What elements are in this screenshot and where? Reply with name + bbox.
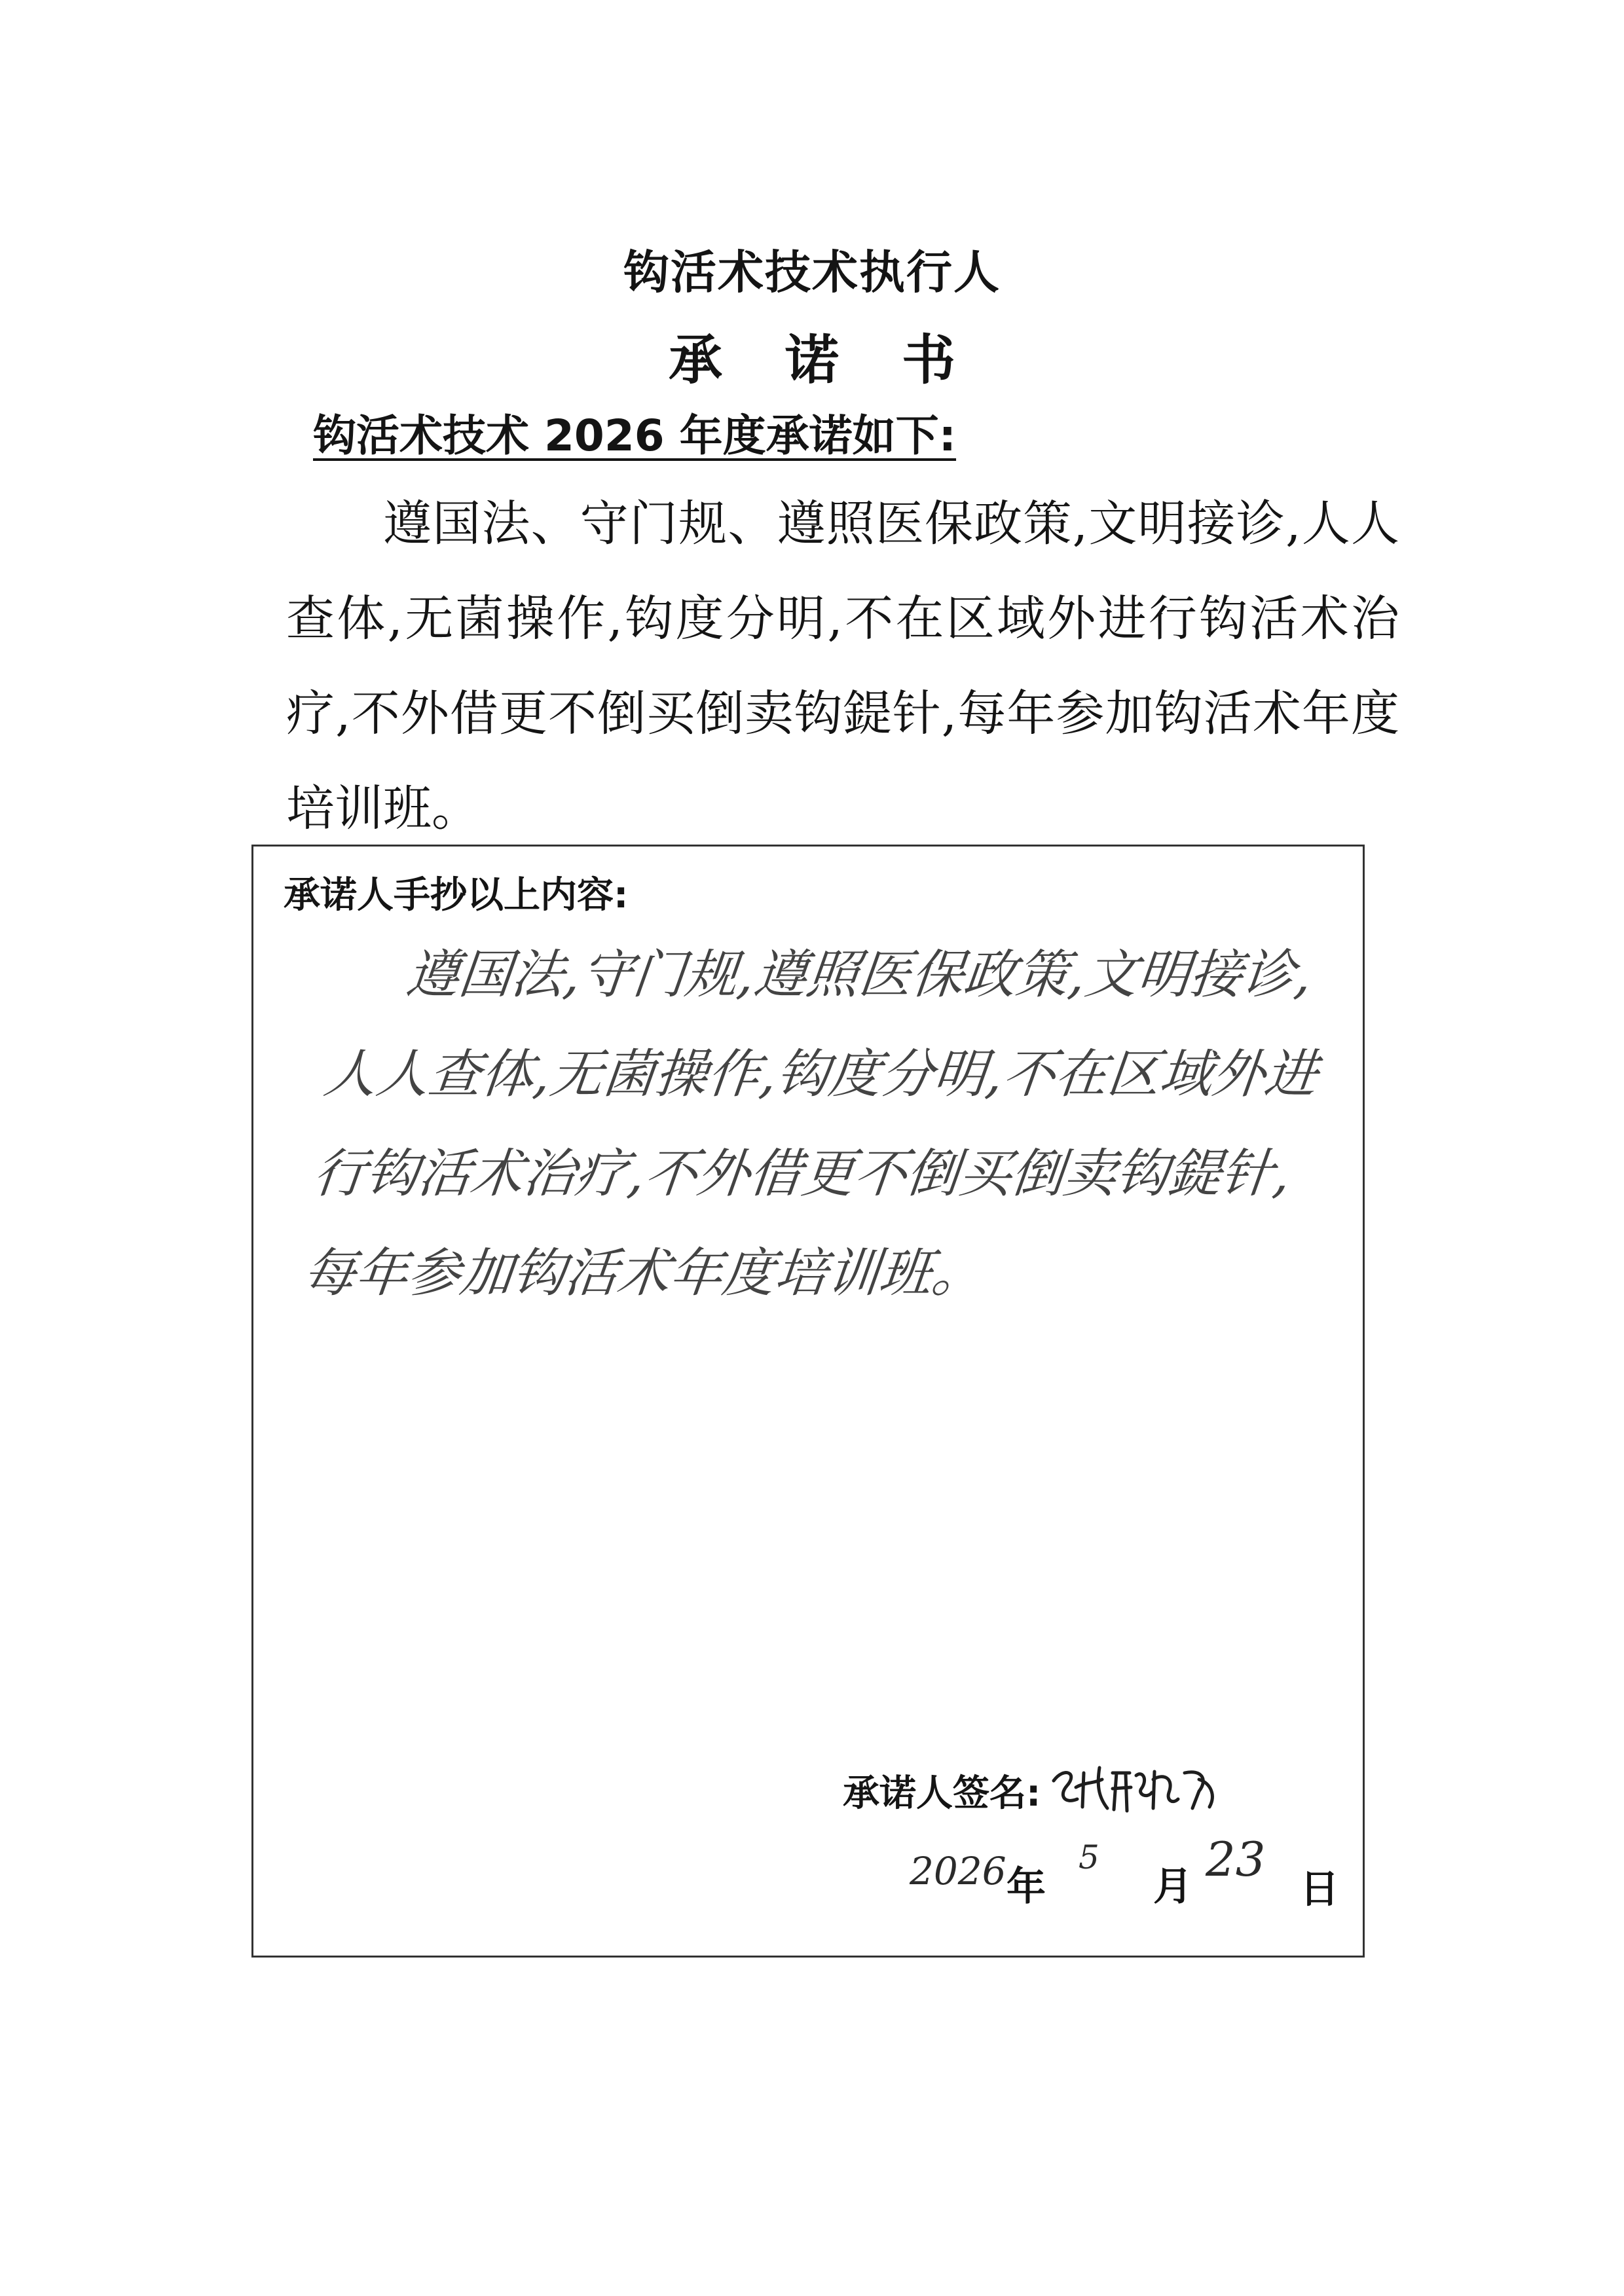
date-row bbox=[910, 1832, 1342, 1917]
date-day-value: 23 bbox=[1206, 1832, 1266, 1887]
handwritten-copy: 遵国法,守门规,遵照医保政策,文明接诊,人人查体,无菌操作,钩度分明,不在区域外进行钩活术治疗,不外借更不倒买倒卖钩鍉针,每年参加钩活术年度培训班。 bbox=[300, 944, 1321, 1303]
document-subtitle: 承诺书 bbox=[668, 329, 1018, 392]
handwriting-box bbox=[251, 845, 1365, 1958]
date-month-value: 5 bbox=[1079, 1838, 1099, 1876]
signature-label: 承诺人签名: bbox=[843, 1772, 1041, 1815]
signature-row bbox=[843, 1753, 1228, 1828]
date-day-label: 日 bbox=[1300, 1867, 1339, 1912]
pledge-body: 遵国法、守门规、遵照医保政策,文明接诊,人人查体,无菌操作,钩度分明,不在区域外进行钩活术治疗,不外借更不倒买倒卖钩鍉针,每年参加钩活术年度培训班。 bbox=[286, 496, 1399, 837]
handwriting-label: 承诺人手抄以上内容: bbox=[284, 874, 629, 917]
date-month-label: 月 bbox=[1153, 1864, 1192, 1910]
date-year-label: 年 bbox=[1006, 1864, 1046, 1910]
date-year-value: 2026 bbox=[910, 1849, 1006, 1893]
pledge-intro: 钩活术技术 2026 年度承诺如下: bbox=[313, 410, 957, 461]
handwritten-signature bbox=[1044, 1753, 1228, 1828]
document-title: 钩活术技术执行人 bbox=[623, 246, 1001, 299]
